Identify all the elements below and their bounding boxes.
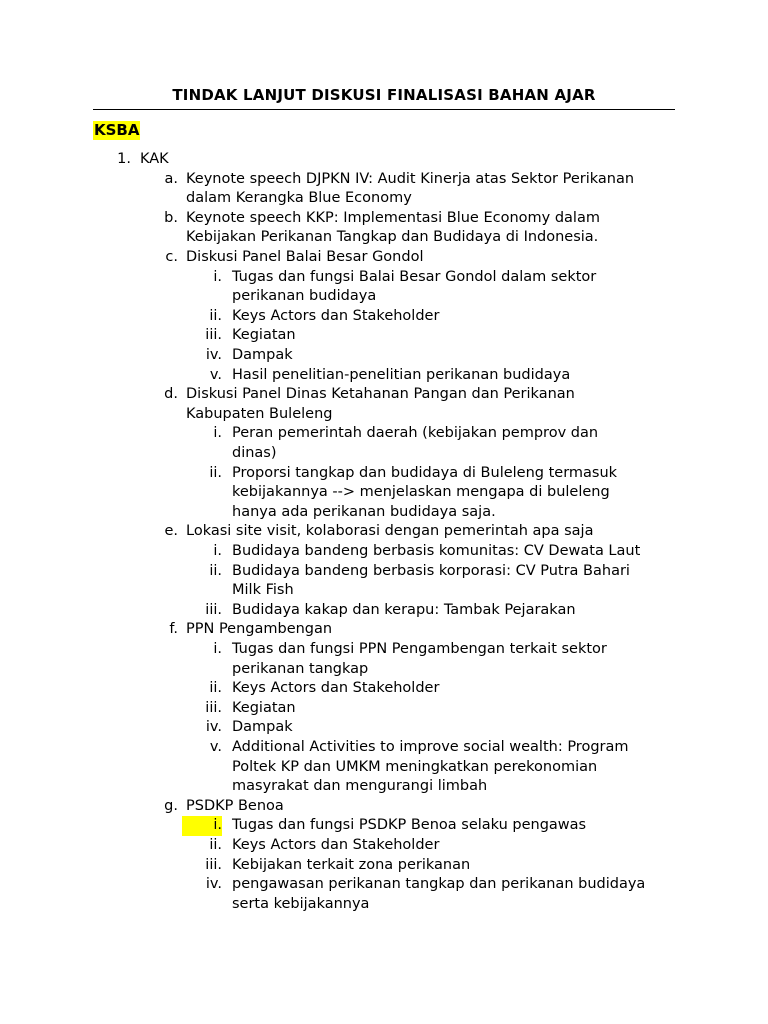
list-marker: iii.	[205, 601, 222, 618]
list-item-text: dalam Kerangka Blue Economy	[186, 190, 412, 207]
list-item-text: Proporsi tangkap dan budidaya di Buleleng termasuk	[232, 464, 618, 481]
list-item-text: perikanan budidaya	[232, 288, 377, 305]
list-item-text: Dampak	[232, 719, 293, 736]
list-marker: iii.	[205, 699, 222, 716]
document-title: TINDAK LANJUT DISKUSI FINALISASI BAHAN AJAR	[172, 86, 596, 104]
list-item-text: Milk Fish	[232, 582, 294, 599]
list-item-text: Keynote speech KKP: Implementasi Blue Economy dalam	[186, 209, 600, 226]
list-marker: ii.	[209, 562, 222, 579]
list-marker: e.	[164, 523, 178, 540]
list-marker: ii.	[209, 464, 222, 481]
list-item-text: Tugas dan fungsi PSDKP Benoa selaku pengawas	[232, 817, 587, 834]
list-marker: iii.	[205, 327, 222, 344]
section-heading: KSBA	[94, 121, 140, 139]
list-marker: ii.	[209, 680, 222, 697]
title-rule	[93, 109, 675, 110]
list-item-text: perikanan tangkap	[232, 660, 369, 677]
list-marker: iv.	[205, 347, 222, 363]
list-marker: v.	[209, 739, 222, 755]
list-item-text: Peran pemerintah daerah (kebijakan pemprov dan	[232, 425, 599, 442]
list-item-text: Diskusi Panel Balai Besar Gondol	[186, 249, 424, 265]
list-item-text: Kegiatan	[232, 327, 296, 344]
list-marker: iv.	[205, 719, 222, 736]
list-item-text: Kegiatan	[232, 699, 296, 716]
list-marker: d.	[164, 386, 178, 403]
list-item-text: dinas)	[232, 445, 277, 461]
list-marker: v.	[209, 366, 222, 383]
list-item-text: Diskusi Panel Dinas Ketahanan Pangan dan Perikanan	[186, 386, 575, 403]
list-item-text: Additional Activities to improve social wealth: Program	[232, 739, 629, 755]
list-item-text: kebijakannya --> menjelaskan mengapa di buleleng	[232, 484, 610, 501]
list-marker: g.	[164, 797, 178, 814]
list-item-text: masyrakat dan mengurangi limbah	[232, 778, 488, 795]
list-item-text: KAK	[140, 151, 169, 167]
list-item-text: hanya ada perikanan budidaya saja.	[232, 503, 496, 520]
list-item-text: pengawasan perikanan tangkap dan perikanan budidaya	[232, 876, 646, 893]
list-item-text: Hasil penelitian-penelitian perikanan budidaya	[232, 366, 571, 383]
list-marker: iv.	[205, 876, 222, 893]
list-item-text: Dampak	[232, 347, 293, 363]
list-item-text: Budidaya bandeng berbasis korporasi: CV Putra Bahari	[232, 562, 630, 579]
list-marker: ii.	[209, 307, 222, 324]
list-item-text: Kebijakan Perikanan Tangkap dan Budidaya di Indonesia.	[186, 229, 599, 246]
list-marker: iii.	[205, 856, 222, 873]
list-marker: i.	[213, 425, 222, 442]
list-item-text: PSDKP Benoa	[186, 797, 284, 814]
list-marker: c.	[165, 249, 178, 265]
list-marker: i.	[182, 816, 222, 836]
list-item-text: Poltek KP dan UMKM meningkatkan perekonomian	[232, 758, 598, 775]
list-marker: b.	[164, 209, 178, 226]
list-marker: 1.	[117, 151, 131, 167]
list-marker: i.	[213, 268, 222, 285]
list-item-text: Budidaya bandeng berbasis komunitas: CV Dewata Laut	[232, 543, 641, 559]
list-item-text: Lokasi site visit, kolaborasi dengan pemerintah apa saja	[186, 523, 594, 540]
list-item-text: Budidaya kakap dan kerapu: Tambak Pejarakan	[232, 601, 576, 618]
list-item-text: Keynote speech DJPKN IV: Audit Kinerja atas Sektor Perikanan	[186, 170, 635, 187]
list-marker: a.	[164, 170, 178, 187]
list-marker: i.	[213, 641, 222, 657]
list-item-text: Kebijakan terkait zona perikanan	[232, 856, 471, 873]
list-marker: i.	[213, 543, 222, 559]
list-item-text: Keys Actors dan Stakeholder	[232, 837, 440, 853]
list-item-text: serta kebijakannya	[232, 895, 370, 912]
list-marker: f.	[169, 621, 178, 638]
list-item-text: Tugas dan fungsi PPN Pengambengan terkait sektor	[232, 641, 607, 657]
list-item-text: Kabupaten Buleleng	[186, 405, 333, 422]
list-marker: ii.	[209, 837, 222, 853]
list-item-text: Keys Actors dan Stakeholder	[232, 307, 440, 324]
list-item-text: PPN Pengambengan	[186, 621, 333, 638]
list-item-text: Tugas dan fungsi Balai Besar Gondol dalam sektor	[232, 268, 597, 285]
list-item-text: Keys Actors dan Stakeholder	[232, 680, 440, 697]
